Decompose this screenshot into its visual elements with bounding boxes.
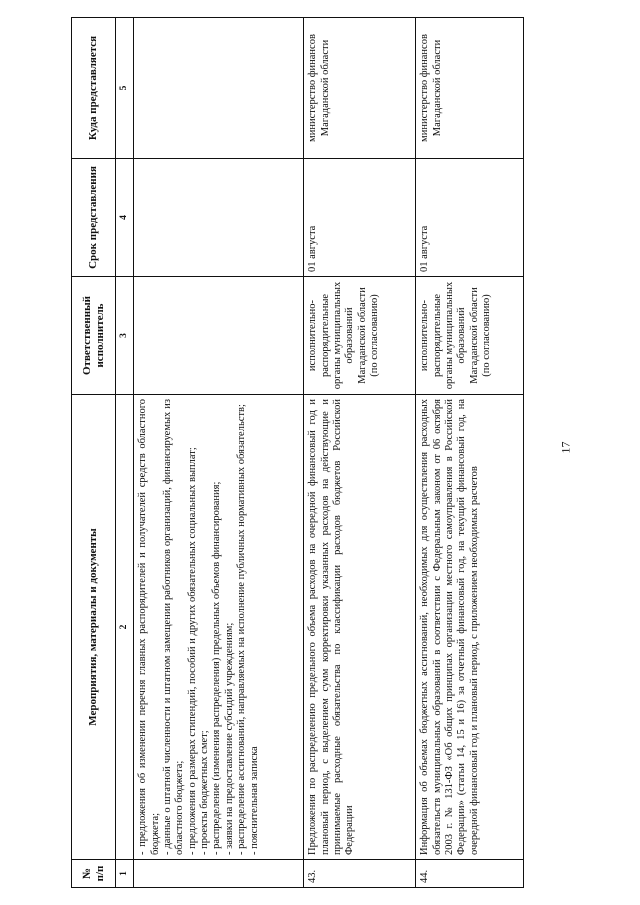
cell-destination: министерство финансов Магаданской области [416, 18, 524, 159]
cell-activity: Предложения по распределению предельного объема расходов на очередной финансовый год и плановый период, с выделением сумм корректировки указанных расходов на действующие и принимаемые расходные обязательства по классификации расходов бюджетов Российской Федерации [304, 395, 416, 860]
table-row-continued [134, 18, 304, 888]
cell-executor: исполнительно-распорядительные органы муниципальных образований Магаданской области (по согласованию) [416, 277, 524, 395]
list-item: - предложения о размерах стипендий, пособий и других обязательных социальных выплат; [186, 447, 198, 855]
column-number-row [116, 18, 134, 888]
list-item: - предложения об изменении перечня главных распорядителей и получателей средств областного бюджета; [137, 399, 161, 855]
header-executor: Ответственный исполнитель [72, 277, 116, 395]
list-item: - пояснительная записка [248, 746, 260, 855]
table-header-row [72, 18, 116, 888]
rotated-page [71, 18, 511, 888]
cell-deadline [134, 159, 304, 277]
column-number: 4 [116, 159, 134, 277]
list-item: - заявки на предоставление субсидий учреждениям; [223, 622, 235, 855]
list-item: - данные о штатной численности и штатном замещении работников организаций, финансируемых из областного бюджета; [161, 399, 186, 855]
table-row [304, 18, 416, 888]
cell-num: 43. [304, 860, 416, 888]
column-number: 2 [116, 395, 134, 860]
page-number: 17 [558, 441, 573, 454]
cell-destination: министерство финансов Магаданской области [304, 18, 416, 159]
table-row [416, 18, 524, 888]
cell-executor: исполнительно-распорядительные органы муниципальных образований Магаданской области (по согласованию) [304, 277, 416, 395]
cell-destination [134, 18, 304, 159]
header-deadline: Срок представления [72, 159, 116, 277]
column-number: 5 [116, 18, 134, 159]
header-num: № п/п [72, 860, 116, 888]
column-number: 1 [116, 860, 134, 888]
header-activities: Мероприятия, материалы и документы [72, 395, 116, 860]
cell-executor [134, 277, 304, 395]
header-destination: Куда представляется [72, 18, 116, 159]
list-item: - распределение ассигнований, направляемых на исполнение публичных нормативных обязательств; [236, 404, 248, 855]
cell-activity: Информация об объемах бюджетных ассигнований, необходимых для осуществления расходных обязательств муниципальных образований в соответствии с Федеральным законом от 06 октября 2003 г. № 131-ФЗ «Об общих принципах организации местного самоуправления в Российской Федерации» (статьи 14, 15 и 16) за отчетный финансовый год, на текущий финансовый год, на очередной финансовый год и плановый период, с приложением необходимых расчетов [416, 395, 524, 860]
cell-activity-list [134, 395, 304, 860]
cell-deadline: 01 августа [416, 159, 524, 277]
list-item: - проекты бюджетных смет; [199, 730, 211, 855]
list-item: - распределение (изменения распределения) предельных объемов финансирования; [211, 481, 223, 855]
cell-num: 44. [416, 860, 524, 888]
documents-table [71, 17, 524, 888]
cell-num [134, 860, 304, 888]
column-number: 3 [116, 277, 134, 395]
cell-deadline: 01 августа [304, 159, 416, 277]
